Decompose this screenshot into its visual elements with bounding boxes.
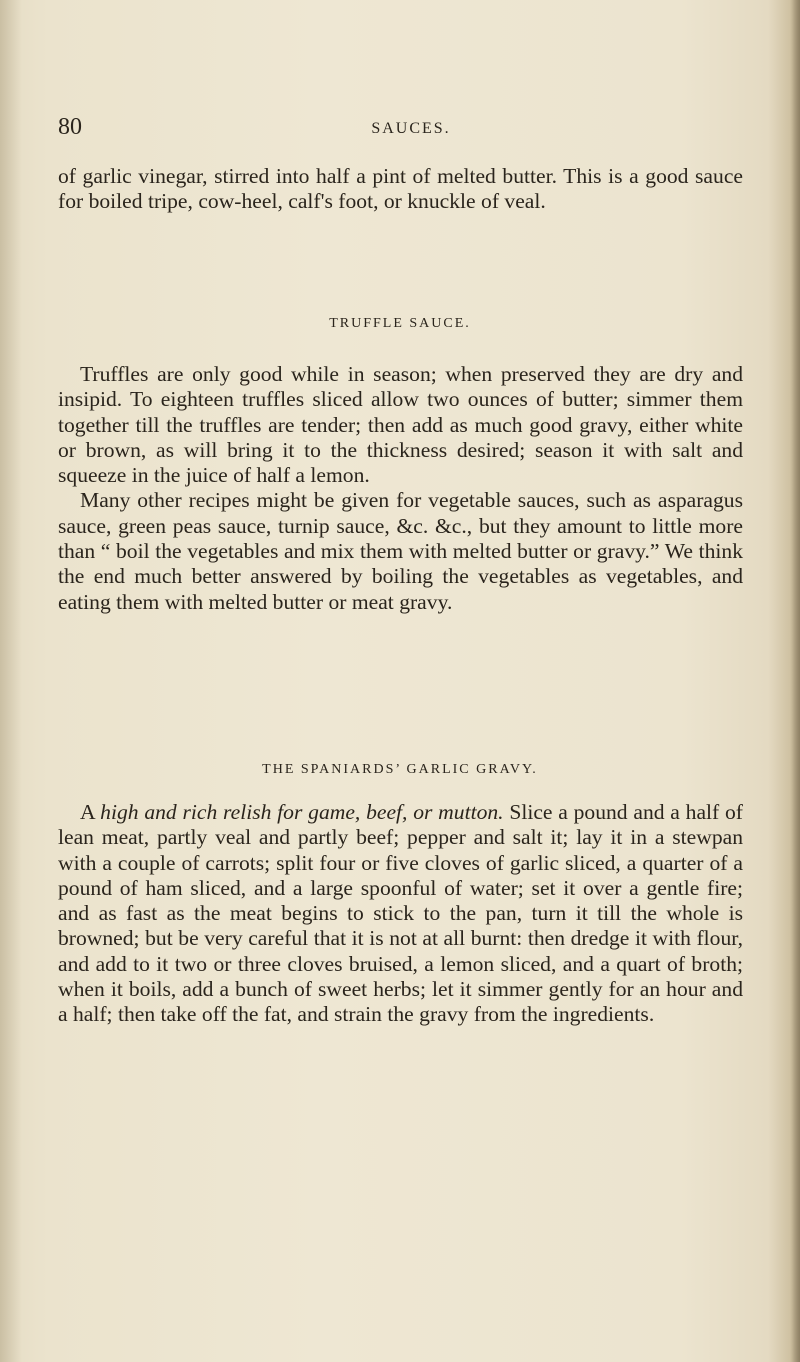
recipe-subtitle: high and rich relish for game, beef, or mutton.: [100, 800, 504, 824]
page-number: 80: [58, 114, 82, 140]
page-edge: [790, 0, 800, 1362]
recipe-body: Slice a pound and a half of lean meat, partly veal and partly beef; pepper and salt it; lay it in a stewpan with a couple of carrots; split four or five cloves of garlic sliced, a quarter of a pound of ham sliced, and a large spoonful of water; set it over a gentle fire; and as fast as the meat begins to stick to the pan, turn it till the whole is browned; but be very careful that it is not at all burnt: then dredge it with flour, and add to it two or three cloves bruised, a lemon sliced, and a quart of broth; when it boils, add a bunch of sweet herbs; let it simmer gently for an hour and a half; then take off the fat, and strain the gravy from the ingredients.: [58, 800, 743, 1027]
gutter-shadow: [0, 0, 22, 1362]
garlic-gravy-section: [58, 800, 743, 1028]
truffle-sauce-section: [58, 362, 743, 615]
paragraph-text: Many other recipes might be given for vegetable sauces, such as asparagus sauce, green peas sauce, turnip sauce, &c. &c., but they amount to little more than “ boil the vegetables and mix them with melted butter or gravy.” We think the end much better answered by boiling the vegetables as vegetables, and eating them with melted butter or meat gravy.: [58, 488, 743, 614]
recipe-lead: A: [80, 800, 101, 824]
recipe-paragraph: [58, 800, 743, 1028]
continued-paragraph: [58, 164, 743, 215]
section-heading-truffle-sauce: TRUFFLE SAUCE.: [329, 316, 471, 331]
section-heading-garlic-gravy: THE SPANIARDS’ GARLIC GRAVY.: [262, 762, 538, 777]
paragraph-text: of garlic vinegar, stirred into half a pint of melted butter. This is a good sauce for boiled tripe, cow-heel, calf's foot, or knuckle of veal.: [58, 164, 743, 214]
running-head: SAUCES.: [371, 120, 451, 137]
paragraph-text: Truffles are only good while in season; when preserved they are dry and insipid. To eighteen truffles sliced allow two ounces of butter; simmer them together till the truffles are tender; then add as much good gravy, either white or brown, as will bring it to the thickness desired; season it with salt and squeeze in the juice of half a lemon.: [58, 362, 743, 488]
